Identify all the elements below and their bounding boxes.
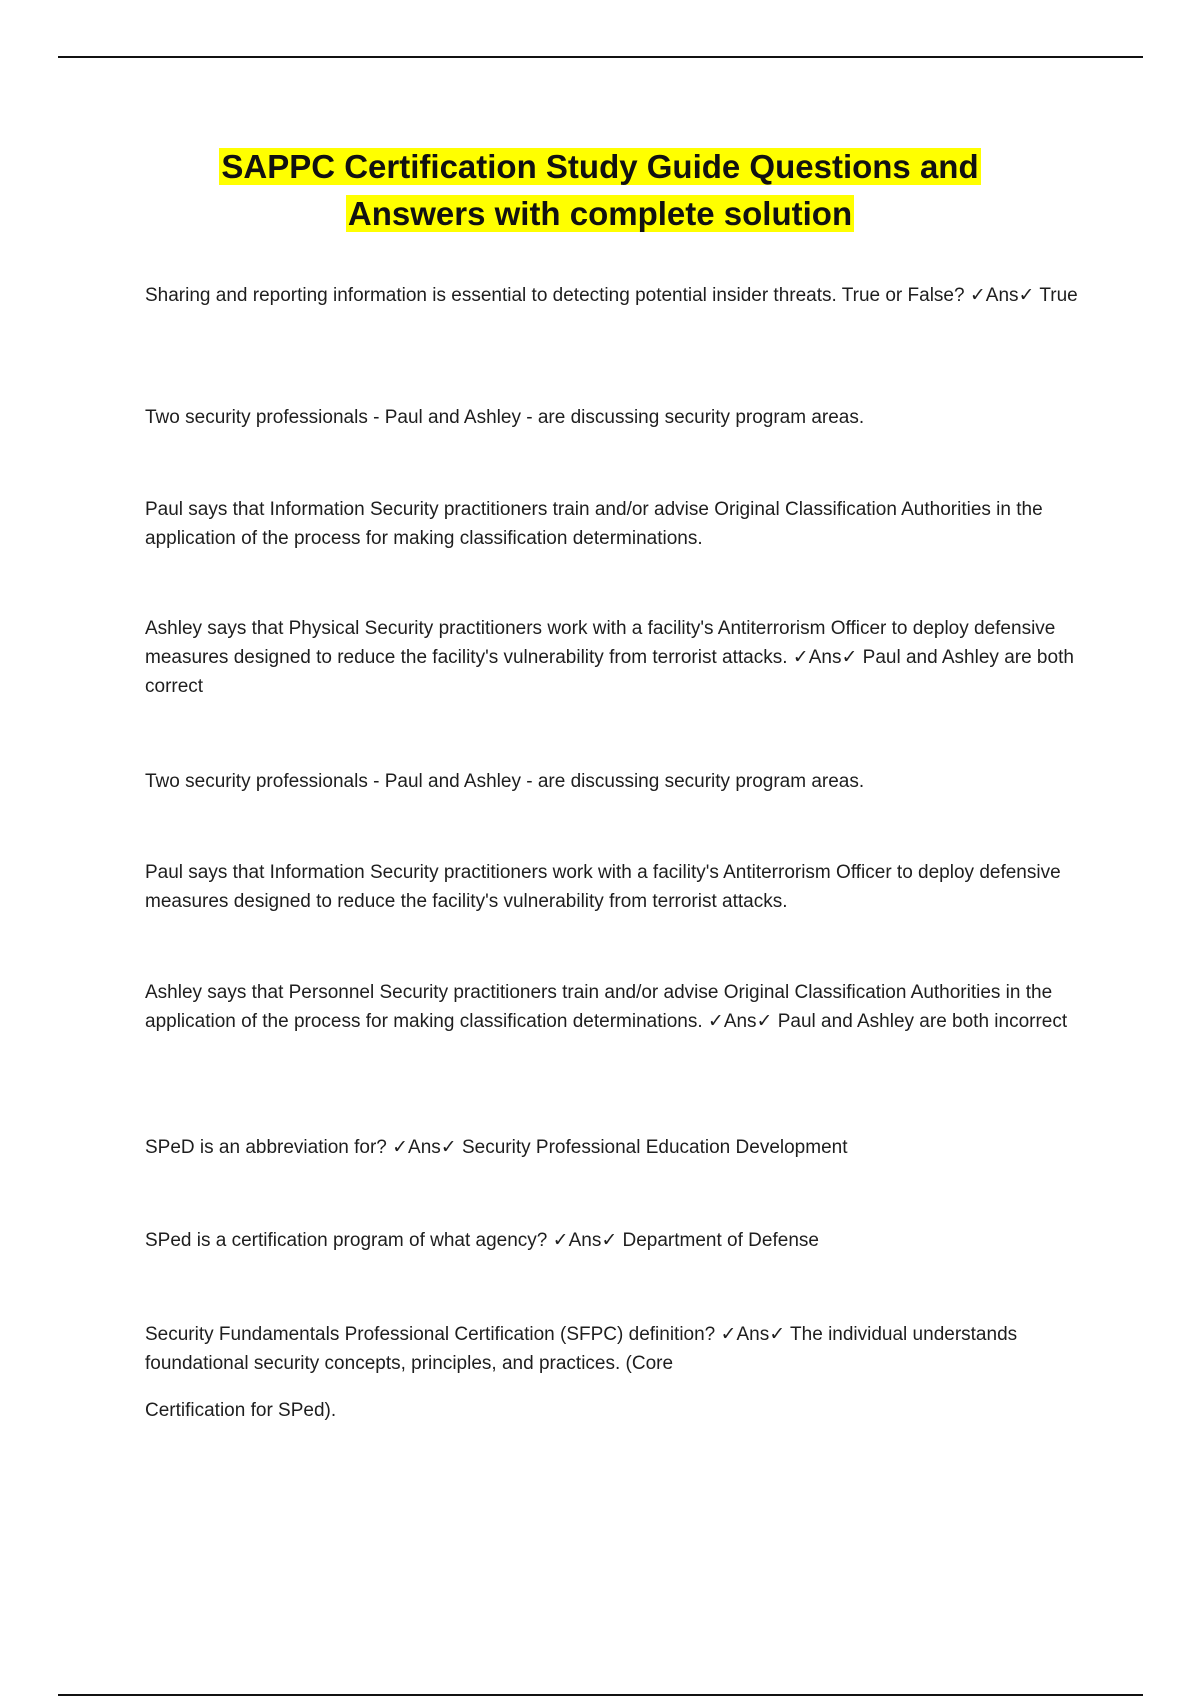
qa-paragraph: Ashley says that Physical Security practitioners work with a facility's Antiterrorism Officer to deploy defensive measures designed to reduce the facility's vulnerability from terrorist attacks. ✓Ans✓ Paul and Ashley are both correct	[145, 618, 1074, 697]
header-rule	[58, 56, 1143, 58]
qa-paragraph: Two security professionals - Paul and Ashley - are discussing security program areas.	[145, 407, 865, 428]
title-line-2: Answers with complete solution	[347, 195, 853, 232]
qa-paragraph: Paul says that Information Security practitioners work with a facility's Antiterrorism Officer to deploy defensive measures designed to reduce the facility's vulnerability from terrorist attacks.	[145, 862, 1061, 912]
footer-rule	[58, 1694, 1143, 1696]
qa-paragraph: Ashley says that Personnel Security practitioners train and/or advise Original Classification Authorities in the application of the process for making classification determinations. ✓Ans✓ Paul and Ashley are both incorrect	[145, 982, 1068, 1032]
document-title	[120, 143, 1080, 237]
qa-paragraph: Security Fundamentals Professional Certification (SFPC) definition? ✓Ans✓ The individual understands foundational security concepts, principles, and practices. (Core	[145, 1324, 1018, 1374]
qa-paragraph: Certification for SPed).	[145, 1400, 337, 1421]
title-line-1: SAPPC Certification Study Guide Questions and	[221, 148, 979, 185]
qa-paragraph: SPed is a certification program of what agency? ✓Ans✓ Department of Defense	[145, 1230, 819, 1251]
qa-paragraph: Sharing and reporting information is essential to detecting potential insider threats. True or False? ✓Ans✓ True	[145, 285, 1078, 306]
qa-paragraph: SPeD is an abbreviation for? ✓Ans✓ Security Professional Education Development	[145, 1137, 848, 1158]
qa-paragraph: Paul says that Information Security practitioners train and/or advise Original Classification Authorities in the application of the process for making classification determinations.	[145, 499, 1043, 549]
qa-paragraph: Two security professionals - Paul and Ashley - are discussing security program areas.	[145, 771, 865, 792]
